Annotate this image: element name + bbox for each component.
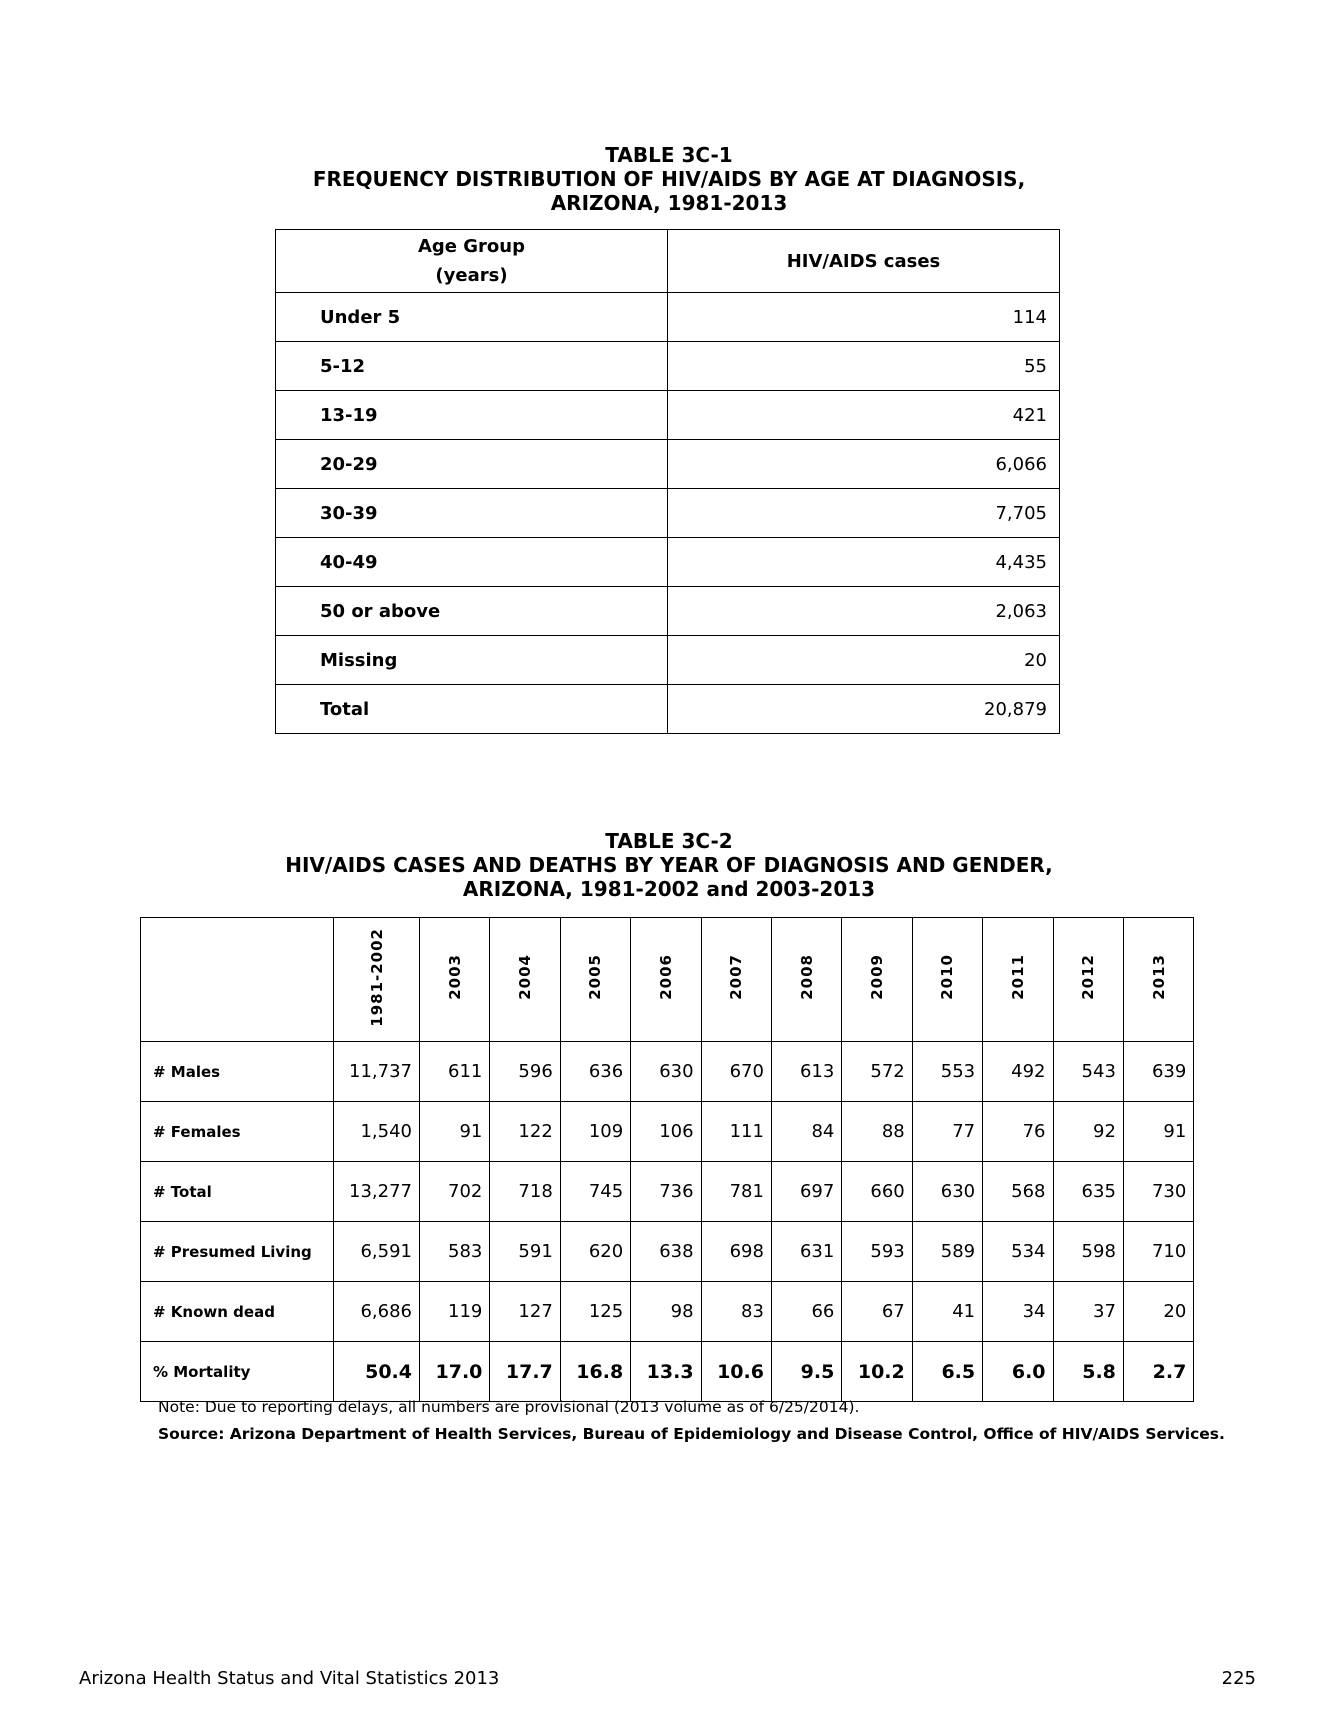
year-header-label: 2006 <box>656 954 675 1000</box>
value-cell: 1,540 <box>334 1102 420 1162</box>
value-cell: 670 <box>701 1042 771 1102</box>
year-header-label: 2009 <box>868 954 887 1000</box>
cases-cell: 55 <box>668 342 1060 391</box>
value-cell: 568 <box>983 1162 1053 1222</box>
value-cell: 119 <box>420 1282 490 1342</box>
table1-title <box>0 143 1338 215</box>
age-group-cell: Under 5 <box>276 293 668 342</box>
value-cell: 66 <box>771 1282 841 1342</box>
table-row <box>276 538 1060 587</box>
table-row <box>276 489 1060 538</box>
cases-cell: 20 <box>668 636 1060 685</box>
value-cell: 596 <box>490 1042 560 1102</box>
value-cell: 50.4 <box>334 1342 420 1402</box>
value-cell: 109 <box>560 1102 630 1162</box>
cases-cell: 114 <box>668 293 1060 342</box>
value-cell: 20 <box>1123 1282 1193 1342</box>
cases-cell: 4,435 <box>668 538 1060 587</box>
table-row <box>141 1102 1194 1162</box>
table1-title-line3: ARIZONA, 1981-2013 <box>550 191 788 215</box>
table-row <box>276 636 1060 685</box>
row-label: # Presumed Living <box>141 1222 334 1282</box>
value-cell: 593 <box>842 1222 912 1282</box>
value-cell: 730 <box>1123 1162 1193 1222</box>
value-cell: 589 <box>912 1222 982 1282</box>
value-cell: 13,277 <box>334 1162 420 1222</box>
table1-title-line1: TABLE 3C-1 <box>605 143 733 167</box>
row-label: # Females <box>141 1102 334 1162</box>
corner-cell <box>141 918 334 1042</box>
value-cell: 639 <box>1123 1042 1193 1102</box>
cases-deaths-table <box>140 917 1194 1402</box>
value-cell: 10.2 <box>842 1342 912 1402</box>
age-group-cell: 20-29 <box>276 440 668 489</box>
value-cell: 718 <box>490 1162 560 1222</box>
value-cell: 630 <box>631 1042 701 1102</box>
table-row <box>276 391 1060 440</box>
year-header-label: 2004 <box>516 954 535 1000</box>
table1-title-line2: FREQUENCY DISTRIBUTION OF HIV/AIDS BY AGE AT DIAGNOSIS, <box>312 167 1026 191</box>
footer-publication: Arizona Health Status and Vital Statistics 2013 <box>79 1668 500 1689</box>
value-cell: 11,737 <box>334 1042 420 1102</box>
row-label: % Mortality <box>141 1342 334 1402</box>
value-cell: 781 <box>701 1162 771 1222</box>
year-header-label: 2012 <box>1079 954 1098 1000</box>
table2-title <box>0 829 1338 901</box>
value-cell: 613 <box>771 1042 841 1102</box>
age-group-header-line1: Age Group <box>417 236 525 257</box>
value-cell: 638 <box>631 1222 701 1282</box>
cases-cell: 2,063 <box>668 587 1060 636</box>
year-header-label: 2010 <box>938 954 957 1000</box>
age-group-cell: Total <box>276 685 668 734</box>
table-row <box>141 1162 1194 1222</box>
value-cell: 41 <box>912 1282 982 1342</box>
value-cell: 6,591 <box>334 1222 420 1282</box>
row-label: # Males <box>141 1042 334 1102</box>
year-header-label: 2008 <box>797 954 816 1000</box>
value-cell: 106 <box>631 1102 701 1162</box>
table2-title-line2: HIV/AIDS CASES AND DEATHS BY YEAR OF DIAGNOSIS AND GENDER, <box>285 853 1053 877</box>
value-cell: 572 <box>842 1042 912 1102</box>
value-cell: 620 <box>560 1222 630 1282</box>
year-header <box>912 918 982 1042</box>
table2-title-line3: ARIZONA, 1981-2002 and 2003-2013 <box>462 877 876 901</box>
year-header <box>1123 918 1193 1042</box>
year-header-label: 2011 <box>1008 954 1027 1000</box>
year-header-label: 2007 <box>727 954 746 1000</box>
year-header-label: 1981-2002 <box>367 927 386 1027</box>
value-cell: 630 <box>912 1162 982 1222</box>
age-group-cell: 40-49 <box>276 538 668 587</box>
value-cell: 91 <box>1123 1102 1193 1162</box>
value-cell: 710 <box>1123 1222 1193 1282</box>
year-header <box>1053 918 1123 1042</box>
value-cell: 76 <box>983 1102 1053 1162</box>
value-cell: 10.6 <box>701 1342 771 1402</box>
value-cell: 492 <box>983 1042 1053 1102</box>
value-cell: 534 <box>983 1222 1053 1282</box>
row-label: # Total <box>141 1162 334 1222</box>
table-row <box>276 342 1060 391</box>
value-cell: 111 <box>701 1102 771 1162</box>
value-cell: 635 <box>1053 1162 1123 1222</box>
cases-cell: 20,879 <box>668 685 1060 734</box>
value-cell: 84 <box>771 1102 841 1162</box>
year-header <box>490 918 560 1042</box>
value-cell: 697 <box>771 1162 841 1222</box>
table-row <box>141 1222 1194 1282</box>
value-cell: 13.3 <box>631 1342 701 1402</box>
year-header <box>771 918 841 1042</box>
table-row <box>141 1282 1194 1342</box>
row-label: # Known dead <box>141 1282 334 1342</box>
table-row <box>276 587 1060 636</box>
value-cell: 553 <box>912 1042 982 1102</box>
value-cell: 98 <box>631 1282 701 1342</box>
year-header <box>334 918 420 1042</box>
value-cell: 2.7 <box>1123 1342 1193 1402</box>
cases-cell: 421 <box>668 391 1060 440</box>
value-cell: 745 <box>560 1162 630 1222</box>
value-cell: 736 <box>631 1162 701 1222</box>
value-cell: 636 <box>560 1042 630 1102</box>
table-row <box>276 440 1060 489</box>
value-cell: 583 <box>420 1222 490 1282</box>
value-cell: 83 <box>701 1282 771 1342</box>
value-cell: 67 <box>842 1282 912 1342</box>
age-distribution-table <box>275 229 1060 734</box>
age-group-cell: Missing <box>276 636 668 685</box>
value-cell: 6,686 <box>334 1282 420 1342</box>
value-cell: 631 <box>771 1222 841 1282</box>
year-header <box>631 918 701 1042</box>
year-header <box>842 918 912 1042</box>
age-group-header-line2: (years) <box>435 265 508 286</box>
source-text: Source: Arizona Department of Health Services, Bureau of Epidemiology and Disease Control, Office of HIV/AIDS Services. <box>158 1425 1225 1443</box>
value-cell: 17.0 <box>420 1342 490 1402</box>
age-group-cell: 13-19 <box>276 391 668 440</box>
value-cell: 5.8 <box>1053 1342 1123 1402</box>
value-cell: 77 <box>912 1102 982 1162</box>
age-group-cell: 50 or above <box>276 587 668 636</box>
year-header-label: 2005 <box>586 954 605 1000</box>
table-row <box>276 685 1060 734</box>
value-cell: 125 <box>560 1282 630 1342</box>
table2-title-line1: TABLE 3C-2 <box>605 829 733 853</box>
year-header-label: 2013 <box>1149 954 1168 1000</box>
cases-header: HIV/AIDS cases <box>668 230 1060 293</box>
value-cell: 9.5 <box>771 1342 841 1402</box>
value-cell: 16.8 <box>560 1342 630 1402</box>
cases-cell: 7,705 <box>668 489 1060 538</box>
age-group-cell: 5-12 <box>276 342 668 391</box>
value-cell: 611 <box>420 1042 490 1102</box>
value-cell: 698 <box>701 1222 771 1282</box>
value-cell: 88 <box>842 1102 912 1162</box>
value-cell: 91 <box>420 1102 490 1162</box>
value-cell: 591 <box>490 1222 560 1282</box>
year-header <box>701 918 771 1042</box>
value-cell: 34 <box>983 1282 1053 1342</box>
value-cell: 37 <box>1053 1282 1123 1342</box>
value-cell: 702 <box>420 1162 490 1222</box>
year-header-label: 2003 <box>445 954 464 1000</box>
table-row <box>141 1042 1194 1102</box>
table-row <box>141 1342 1194 1402</box>
value-cell: 92 <box>1053 1102 1123 1162</box>
value-cell: 660 <box>842 1162 912 1222</box>
note-text: Note: Due to reporting delays, all numbers are provisional (2013 volume as of 6/25/2014). <box>158 1398 860 1416</box>
value-cell: 122 <box>490 1102 560 1162</box>
year-header <box>420 918 490 1042</box>
value-cell: 6.5 <box>912 1342 982 1402</box>
value-cell: 17.7 <box>490 1342 560 1402</box>
age-group-header <box>276 230 668 293</box>
value-cell: 598 <box>1053 1222 1123 1282</box>
year-header <box>983 918 1053 1042</box>
table-row <box>276 293 1060 342</box>
value-cell: 127 <box>490 1282 560 1342</box>
year-header <box>560 918 630 1042</box>
cases-cell: 6,066 <box>668 440 1060 489</box>
age-group-cell: 30-39 <box>276 489 668 538</box>
value-cell: 543 <box>1053 1042 1123 1102</box>
footer-page-number: 225 <box>1221 1668 1256 1689</box>
value-cell: 6.0 <box>983 1342 1053 1402</box>
